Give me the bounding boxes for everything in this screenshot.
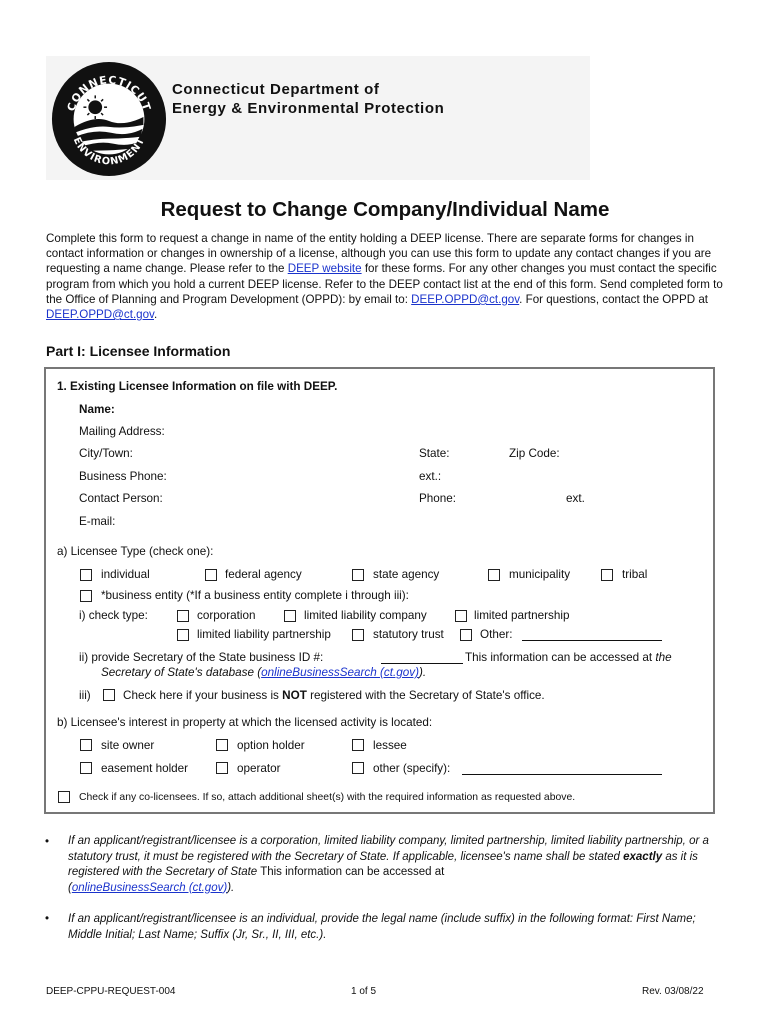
checkbox-not-registered[interactable] (103, 689, 115, 701)
phone-label: Phone: (419, 492, 457, 505)
checkbox-statutory-trust[interactable] (352, 629, 364, 641)
checkbox-federal-agency[interactable] (205, 569, 217, 581)
other-type-label: Other: (480, 628, 513, 641)
other-interest-input[interactable] (462, 774, 662, 775)
revision-date: Rev. 03/08/22 (642, 986, 704, 997)
checkbox-other-type[interactable] (460, 629, 472, 641)
ext-label-2: ext. (566, 492, 585, 505)
bullet-dot-1: • (45, 836, 50, 848)
other-type-input[interactable] (522, 640, 662, 641)
online-business-search-link-2[interactable]: onlineBusinessSearch (ct.gov) (71, 881, 228, 894)
corporation-label: corporation (197, 609, 256, 622)
page-number: 1 of 5 (351, 986, 377, 997)
option-holder-label: option holder (237, 739, 305, 752)
business-phone-label: Business Phone: (79, 470, 167, 483)
oppd-email-link[interactable]: DEEP.OPPD@ct.gov (411, 292, 520, 306)
not-registered-label: Check here if your business is NOT registered with the Secretary of State's office. (123, 689, 545, 702)
corporation-note: If an applicant/registrant/licensee is a corporation, limited liability company, limited partnership, limited liability partnership, or a statutory trust, it must be registered with the Secretary of State. If applicable, licensee's name shall be stated exactly as it is registered with the Secretary of State This information can be accessed at (onlineBusinessSearch (ct.gov)). (68, 835, 709, 894)
contact-person-label: Contact Person: (79, 492, 163, 505)
zip-label: Zip Code: (509, 447, 560, 460)
individual-name-note: If an applicant/registrant/licensee is an individual, provide the legal name (include suffix) in the following format: First Name; Middle Initial; Last Name; Suffix (Jr, Sr., II, III, etc.). (68, 913, 696, 941)
checkbox-llc[interactable] (284, 610, 296, 622)
dept-line-2: Energy & Environmental Protection (172, 100, 445, 117)
site-owner-label: site owner (101, 739, 155, 752)
business-id-info: This information can be accessed at the (465, 651, 672, 664)
federal-agency-label: federal agency (225, 568, 302, 581)
checkbox-site-owner[interactable] (80, 739, 92, 751)
checkbox-option-holder[interactable] (216, 739, 228, 751)
statutory-trust-label: statutory trust (373, 628, 444, 641)
checkbox-corporation[interactable] (177, 610, 189, 622)
checkbox-easement-holder[interactable] (80, 762, 92, 774)
checkbox-co-licensees[interactable] (58, 791, 70, 803)
checkbox-llp[interactable] (177, 629, 189, 641)
intro-paragraph: Complete this form to request a change in name of the entity holding a DEEP license. There are separate forms for changes in contact information or changes in ownership of a license, although you can use this form to update any contact changes if you are requesting a name change. Please refer to the DEEP website for these forms. For any other changes you must contact the specific program from which you hold a current DEEP license. Refer to the DEEP contact list at the end of this form. Send completed form to the Office of Planning and Program Development (OPPD): by email to: DEEP.OPPD@ct.gov. For questions, contact the OPPD at DEEP.OPPD@ct.gov. (46, 232, 723, 322)
section1-heading: 1. Existing Licensee Information on file with DEEP. (57, 380, 338, 393)
mailing-address-label: Mailing Address: (79, 425, 165, 438)
business-id-input[interactable] (381, 663, 463, 664)
tribal-label: tribal (622, 568, 648, 581)
email-label: E-mail: (79, 515, 116, 528)
checkbox-lessee[interactable] (352, 739, 364, 751)
checkbox-operator[interactable] (216, 762, 228, 774)
state-agency-label: state agency (373, 568, 440, 581)
online-business-search-link[interactable]: onlineBusinessSearch (ct.gov) (261, 666, 419, 679)
checkbox-business-entity[interactable] (80, 590, 92, 602)
ext-label-1: ext.: (419, 470, 442, 483)
business-id-label: ii) provide Secretary of the State business ID #: (79, 651, 324, 664)
co-licensees-label: Check if any co-licensees. If so, attach additional sheet(s) with the required information as requested above. (79, 792, 576, 803)
part1-heading: Part I: Licensee Information (46, 343, 231, 359)
sos-database-text: Secretary of State's database (onlineBusinessSearch (ct.gov)). (101, 666, 427, 679)
checkbox-tribal[interactable] (601, 569, 613, 581)
department-name (172, 80, 444, 118)
llc-label: limited liability company (304, 609, 427, 622)
state-label: State: (419, 447, 450, 460)
bullet-dot-2: • (45, 913, 50, 925)
check-type-label: i) check type: (79, 609, 148, 622)
svg-text:ENVIRONMENT: ENVIRONMENT (70, 135, 148, 168)
svg-text:CONNECTICUT: CONNECTICUT (64, 73, 154, 113)
iii-label: iii) (79, 689, 91, 702)
llp-label: limited liability partnership (197, 628, 331, 641)
city-label: City/Town: (79, 447, 133, 460)
other-interest-label: other (specify): (373, 762, 451, 775)
name-label: Name: (79, 403, 115, 416)
limited-partnership-label: limited partnership (474, 609, 570, 622)
operator-label: operator (237, 762, 281, 775)
individual-label: individual (101, 568, 150, 581)
oppd-contact-email-link[interactable]: DEEP.OPPD@ct.gov (46, 308, 154, 322)
easement-holder-label: easement holder (101, 762, 189, 775)
business-entity-label: *business entity (*If a business entity complete i through iii): (101, 589, 409, 602)
interest-label: b) Licensee's interest in property at which the licensed activity is located: (57, 716, 433, 729)
checkbox-limited-partnership[interactable] (455, 610, 467, 622)
form-title: Request to Change Company/Individual Name (160, 198, 610, 221)
lessee-label: lessee (373, 739, 407, 752)
dept-line-1: Connecticut Department of (172, 81, 380, 98)
deep-seal-logo (50, 60, 168, 178)
checkbox-municipality[interactable] (488, 569, 500, 581)
form-code: DEEP-CPPU-REQUEST-004 (46, 986, 176, 997)
municipality-label: municipality (509, 568, 571, 581)
checkbox-other-interest[interactable] (352, 762, 364, 774)
licensee-type-label: a) Licensee Type (check one): (57, 545, 214, 558)
checkbox-individual[interactable] (80, 569, 92, 581)
checkbox-state-agency[interactable] (352, 569, 364, 581)
deep-website-link[interactable]: DEEP website (287, 262, 362, 276)
